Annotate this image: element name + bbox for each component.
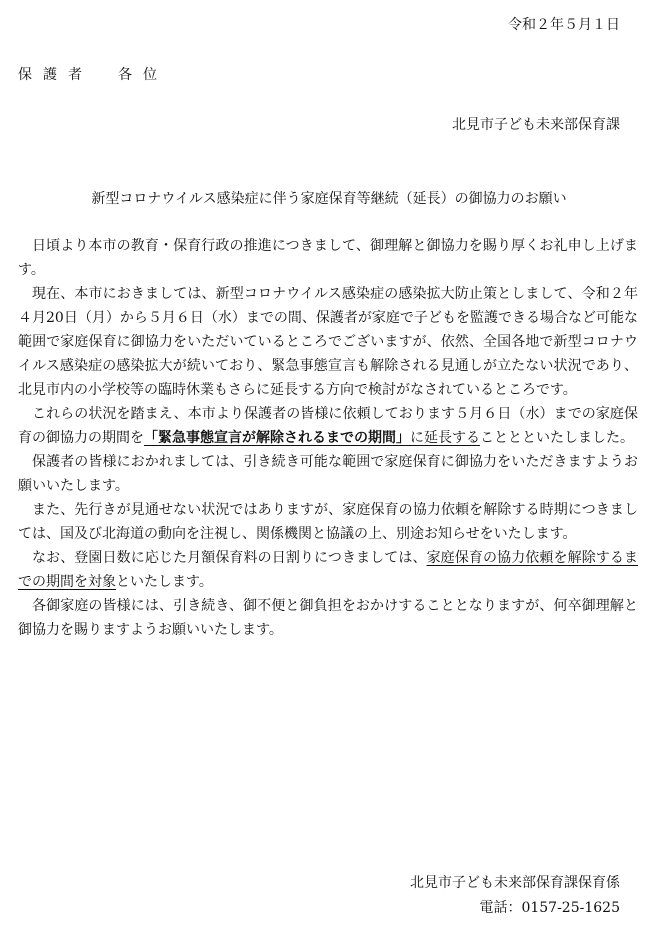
sender-department: 北見市子ども未来部保育課 xyxy=(452,117,620,133)
paragraph-request: 保護者の皆様におかれましては、引き続き可能な範囲で家庭保育に御協力をいただきますようお願いいたします。 xyxy=(18,454,638,494)
footer-phone: 電話：0157-25-1625 xyxy=(479,900,620,916)
fee-target-underlined: を対象 xyxy=(74,574,116,590)
document-date: 令和２年５月１日 xyxy=(508,17,620,33)
paragraph-closing: 各御家庭の皆様には、引き続き、御不便と御負担をおかけすることとなりますが、何卒御理解と御協力を賜りますようお願いいたします。 xyxy=(18,598,638,638)
recipient-line: 保護者 各位 xyxy=(18,67,168,83)
document-body xyxy=(18,234,638,642)
paragraph-fee-ending: といたします。 xyxy=(116,574,213,590)
paragraph-greeting: 日頃より本市の教育・保育行政の推進につきまして、御理解と御協力を賜り厚くお礼申し上げます。 xyxy=(18,238,638,278)
paragraph-extension-ending: こととといたしました。 xyxy=(480,430,634,446)
footer-department: 北見市子ども未来部保育課保育係 xyxy=(410,875,620,891)
paragraph-future-notice: また、先行きが見通せない状況ではありますが、家庭保育の協力依頼を解除する時期につきましては、国及び北海道の動向を注視し、関係機関と協議の上、別途お知らせをいたします。 xyxy=(18,502,638,542)
document-title: 新型コロナウイルス感染症に伴う家庭保育等継続（延長）の御協力のお願い xyxy=(91,191,567,207)
paragraph-fee-text: なお、登園日数に応じた月額保育料の日割りにつきましては、 xyxy=(32,550,427,566)
extension-underlined-text: に延長する xyxy=(410,430,480,446)
paragraph-current-status: 現在、本市におきましては、新型コロナウイルス感染症の感染拡大防止策としまして、令和２年４月20日（月）から５月６日（水）までの間、保護者が家庭で子どもを監護できる場合など可能な範囲で家庭保育に御協力をいただいているところでございますが、依然、全国各地で新型コロナウイルス感染症の感染拡大が続いており、緊急事態宣言も解除される見通しが立たない状況であり、北見市内の小学校等の臨時休業もさらに延長する方向で検討がなされているところです。 xyxy=(18,286,638,398)
paragraph-extension-text: これらの状況を踏まえ、本市より保護者の皆様に依頼しております５月６日（水）までの家庭保育の御協力の期間を xyxy=(18,406,638,446)
paragraph-fee-proration xyxy=(18,546,638,594)
paragraph-extension xyxy=(18,402,638,450)
extension-period-emphasis: 「緊急事態宣言が解除されるまでの期間」 xyxy=(144,430,410,446)
fee-period-underlined: 家庭保育の協力依頼を解除するまでの期間 xyxy=(18,550,639,590)
